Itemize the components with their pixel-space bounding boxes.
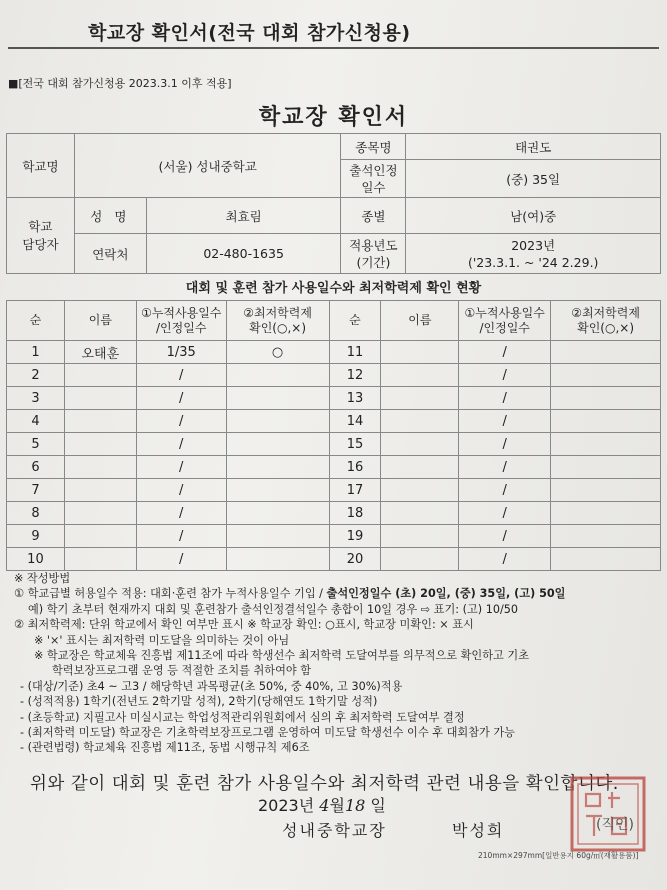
- cell-no: 5: [7, 433, 65, 456]
- cell-days: /: [459, 387, 551, 410]
- year-cell: [406, 234, 661, 274]
- cell-name: [64, 410, 136, 433]
- period-value: ('23.3.1. ~ '24 2.29.): [467, 254, 599, 270]
- cell-no: 12: [329, 364, 381, 387]
- cell-no: 18: [329, 502, 381, 525]
- paper-spec: 210mm×297mm[일반용지 60g/㎡(재활용품)]: [478, 851, 639, 860]
- cell-check: [226, 433, 329, 456]
- note-1-emphasis: 출석인정일수 (초) 20일, (중) 35일, (고) 50일: [326, 587, 566, 601]
- cell-name: [381, 433, 459, 456]
- cell-days: /: [459, 433, 551, 456]
- section-title: 대회 및 훈련 참가 사용일수와 최저학력제 확인 현황: [185, 281, 482, 296]
- cell-name: [64, 479, 136, 502]
- cell-check: [551, 479, 661, 502]
- cell-no: 15: [329, 433, 381, 456]
- sport-label: 종목명: [341, 134, 406, 160]
- cell-days: /: [136, 433, 226, 456]
- cell-check: [551, 387, 661, 410]
- cell-check: [551, 456, 661, 479]
- table-row: [7, 525, 661, 548]
- cell-name: [381, 387, 459, 410]
- date-year: 2023년: [258, 796, 315, 815]
- cell-days: /: [459, 479, 551, 502]
- cell-days: /: [136, 456, 226, 479]
- cell-name: [64, 387, 136, 410]
- cell-days: /: [459, 456, 551, 479]
- cell-no: 8: [7, 502, 65, 525]
- cell-check: [226, 525, 329, 548]
- cell-no: 11: [329, 341, 381, 364]
- principal-name: 박성희: [452, 821, 505, 840]
- col-name: 이름: [64, 301, 136, 341]
- header-divider: [8, 47, 659, 49]
- cell-check: [551, 410, 661, 433]
- cell-name: [64, 433, 136, 456]
- col-days: ①누적사용일수 /인정일수: [136, 301, 226, 341]
- col-name: 이름: [381, 301, 459, 341]
- cell-check: ○: [226, 341, 329, 364]
- note-5: - (대상/기준) 초4 ~ 고3 / 해당학년 과목평균(초 50%, 중 40%, 고 30%)적용: [20, 679, 403, 693]
- col-no: 순: [7, 301, 65, 341]
- cell-check: [551, 433, 661, 456]
- cell-days: /: [136, 548, 226, 571]
- note-4: ※ 학교장은 학교체육 진흥법 제11조에 따라 학생선수 최저학력 도달여부를 의무적으로 확인하고 기초: [34, 649, 530, 663]
- cell-name: [64, 525, 136, 548]
- note-1: [14, 586, 654, 601]
- cell-days: /: [459, 410, 551, 433]
- cell-no: 9: [7, 525, 65, 548]
- contact-label: 연락처: [74, 234, 146, 274]
- form-note: ■[전국 대회 참가신청용 2023.3.1 이후 적용]: [8, 77, 232, 90]
- cell-check: [226, 548, 329, 571]
- cell-name: [64, 364, 136, 387]
- cell-name: [381, 341, 459, 364]
- cell-no: 7: [7, 479, 65, 502]
- note-2: ② 최저학력제: 단위 학교에서 확인 여부만 표시 ※ 학교장 확인: ○표시, 학교장 미확인: × 표시: [14, 618, 474, 632]
- form-title: 학교장 확인서: [258, 105, 409, 130]
- days-value: (중) 35일: [406, 160, 661, 198]
- cell-days: /: [459, 341, 551, 364]
- cell-name: [381, 525, 459, 548]
- info-table: [6, 133, 661, 274]
- cell-no: 10: [7, 548, 65, 571]
- cell-name: [381, 456, 459, 479]
- year-label: 적용년도 (기간): [341, 234, 406, 274]
- signature-date: [258, 793, 386, 816]
- cell-check: [226, 479, 329, 502]
- cell-check: [551, 525, 661, 548]
- table-row: [7, 433, 661, 456]
- cell-days: /: [136, 410, 226, 433]
- cell-days: /: [136, 525, 226, 548]
- date-day: 18: [344, 796, 366, 815]
- note-1-example: 예) 학기 초부터 현재까지 대회 및 훈련참가 출석인정결석일수 총합이 10일 경우 ⇨ 표기: (고) 10/50: [28, 602, 518, 616]
- cell-no: 20: [329, 548, 381, 571]
- date-month: 4: [319, 796, 330, 815]
- cell-no: 16: [329, 456, 381, 479]
- table-row: [7, 479, 661, 502]
- contact-value: 02-480-1635: [146, 234, 341, 274]
- cell-name: [64, 548, 136, 571]
- cell-check: [551, 548, 661, 571]
- table-row: [7, 456, 661, 479]
- note-1-text: ① 학교급별 허용일수 적용: 대회·훈련 참가 누적사용일수 기입 /: [14, 587, 327, 601]
- division-label: 종별: [341, 198, 406, 234]
- cell-check: [226, 387, 329, 410]
- cell-name: 오태훈: [64, 341, 136, 364]
- cell-check: [226, 364, 329, 387]
- sport-value: 태권도: [406, 134, 661, 160]
- note-4-cont: 학력보장프로그램 운영 등 적절한 조치를 취하여야 함: [52, 664, 312, 678]
- table-row: [7, 502, 661, 525]
- cell-days: /: [136, 479, 226, 502]
- division-value: 남(여)중: [406, 198, 661, 234]
- school-value: (서울) 성내중학교: [74, 134, 341, 198]
- cell-no: 13: [329, 387, 381, 410]
- notes-heading: ※ 작성방법: [14, 572, 71, 585]
- cell-name: [381, 410, 459, 433]
- name-label: 성 명: [74, 198, 146, 234]
- note-6: - (성적적용) 1학기(전년도 2학기말 성적), 2학기(당해연도 1학기말 성적): [20, 695, 378, 709]
- cell-days: /: [459, 502, 551, 525]
- col-days: ①누적사용일수 /인정일수: [459, 301, 551, 341]
- col-no: 순: [329, 301, 381, 341]
- note-9: - (관련법령) 학교체육 진흥법 제11조, 동법 시행규칙 제6조: [20, 741, 310, 755]
- confirmation-text: 위와 같이 대회 및 훈련 참가 사용일수와 최저학력 관련 내용을 확인합니다.: [30, 774, 619, 794]
- table-row: [7, 341, 661, 364]
- cell-name: [381, 479, 459, 502]
- cell-check: [551, 502, 661, 525]
- cell-days: /: [136, 387, 226, 410]
- cell-no: 19: [329, 525, 381, 548]
- year-value: 2023년: [511, 237, 556, 253]
- cell-check: [551, 364, 661, 387]
- cell-days: 1/35: [136, 341, 226, 364]
- note-7: - (초등학교) 지필고사 미실시교는 학업성적관리위원회에서 심의 후 최저학력 도달여부 결정: [20, 710, 465, 724]
- cell-days: /: [459, 548, 551, 571]
- cell-name: [381, 548, 459, 571]
- table-row: [7, 364, 661, 387]
- usage-table: [6, 300, 661, 571]
- cell-no: 17: [329, 479, 381, 502]
- cell-days: /: [459, 364, 551, 387]
- cell-no: 3: [7, 387, 65, 410]
- cell-no: 6: [7, 456, 65, 479]
- cell-no: 2: [7, 364, 65, 387]
- cell-name: [64, 502, 136, 525]
- table-row: [7, 387, 661, 410]
- date-month-suffix: 월: [329, 796, 345, 815]
- table-row: [7, 410, 661, 433]
- col-check: ②최저학력제 확인(○,×): [226, 301, 329, 341]
- school-signature: 성내중학교장: [282, 821, 387, 840]
- table-row: [7, 548, 661, 571]
- instructions: [14, 571, 654, 756]
- col-check: ②최저학력제 확인(○,×): [551, 301, 661, 341]
- note-3: ※ '×' 표시는 최저학력 미도달을 의미하는 것이 아님: [34, 633, 290, 647]
- school-label: 학교명: [7, 134, 75, 198]
- cell-check: [226, 410, 329, 433]
- cell-no: 4: [7, 410, 65, 433]
- note-8: - (최저학력 미도달) 학교장은 기초학력보장프로그램 운영하여 미도달 학생선수 이수 후 대회참가 가능: [20, 726, 515, 740]
- cell-no: 14: [329, 410, 381, 433]
- cell-name: [64, 456, 136, 479]
- cell-name: [381, 364, 459, 387]
- seal-label: (직인): [596, 817, 634, 833]
- header-title: 학교장 확인서(전국 대회 참가신청용): [88, 22, 411, 44]
- cell-days: /: [136, 502, 226, 525]
- manager-label: 학교 담당자: [7, 198, 75, 274]
- cell-name: [381, 502, 459, 525]
- cell-check: [226, 502, 329, 525]
- days-label: 출석인정 일수: [341, 160, 406, 198]
- name-value: 최효림: [146, 198, 341, 234]
- cell-no: 1: [7, 341, 65, 364]
- cell-days: /: [136, 364, 226, 387]
- cell-check: [226, 456, 329, 479]
- cell-check: [551, 341, 661, 364]
- cell-days: /: [459, 525, 551, 548]
- date-day-suffix: 일: [370, 796, 386, 815]
